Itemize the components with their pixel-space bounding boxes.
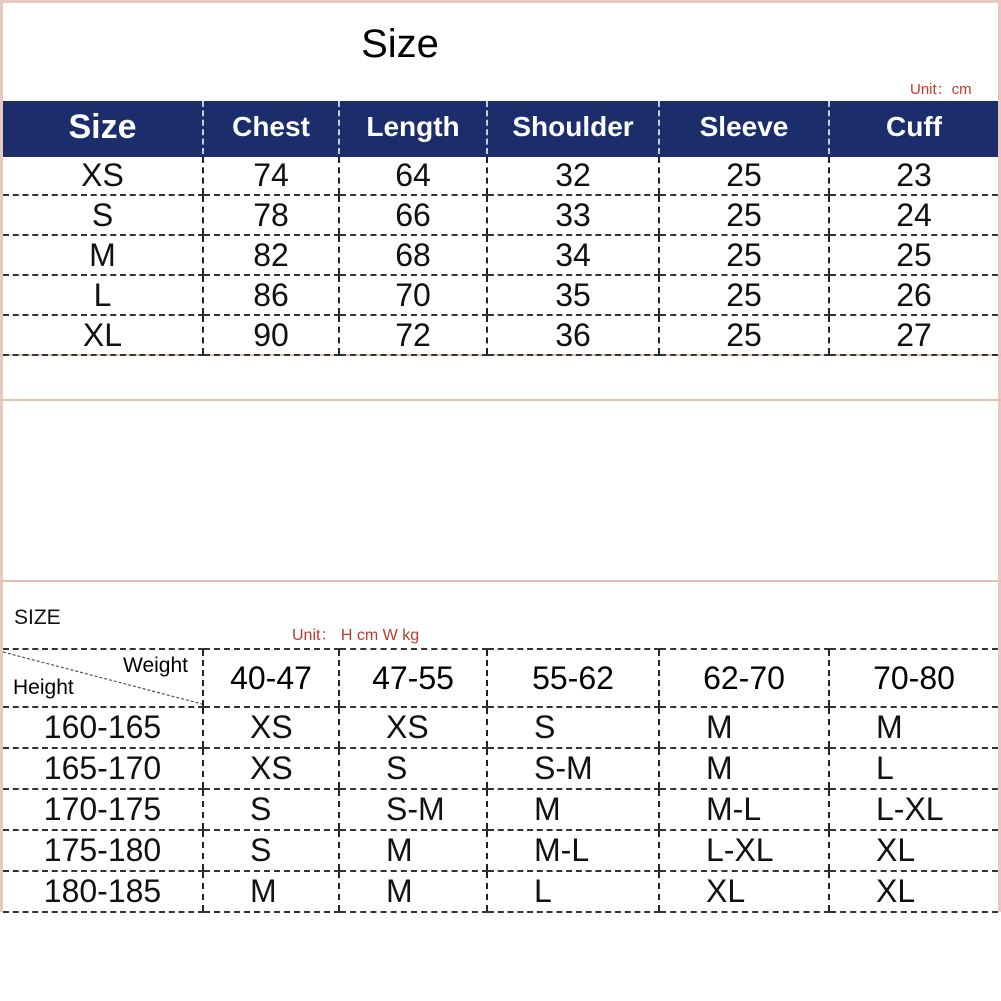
table-cell: XL — [3, 315, 203, 355]
table-cell: 72 — [339, 315, 487, 355]
table-cell: 25 — [659, 315, 829, 355]
table-row — [3, 235, 998, 275]
table-row — [3, 748, 998, 789]
table-cell: 34 — [487, 235, 659, 275]
top-border — [0, 0, 1001, 3]
table-cell: M — [659, 707, 829, 748]
weight-range-header: 62-70 — [659, 649, 829, 707]
height-range-cell: 180-185 — [3, 871, 203, 912]
table-cell: 33 — [487, 195, 659, 235]
table-cell: M — [3, 235, 203, 275]
page-title: Size — [361, 22, 439, 66]
table-cell: 86 — [203, 275, 339, 315]
table-cell: XL — [829, 830, 998, 871]
section-label: SIZE — [14, 606, 61, 629]
table-row — [3, 155, 998, 195]
table-cell: S-M — [339, 789, 487, 830]
height-label: Height — [13, 676, 74, 699]
height-range-cell: 165-170 — [3, 748, 203, 789]
weight-label: Weight — [123, 654, 188, 677]
weight-range-header: 70-80 — [829, 649, 998, 707]
weight-range-header: 55-62 — [487, 649, 659, 707]
table-cell: L-XL — [659, 830, 829, 871]
table-cell: 25 — [829, 235, 998, 275]
header-chest: Chest — [203, 101, 339, 155]
header-shoulder: Shoulder — [487, 101, 659, 155]
table-cell: 70 — [339, 275, 487, 315]
table-cell: 68 — [339, 235, 487, 275]
table-row — [3, 315, 998, 355]
table-cell: 27 — [829, 315, 998, 355]
table-row — [3, 195, 998, 235]
table-cell: 74 — [203, 155, 339, 195]
garment-size-table — [3, 101, 998, 356]
table-cell: 23 — [829, 155, 998, 195]
table-cell: XS — [3, 155, 203, 195]
unit-label: Unit：cm — [910, 81, 972, 98]
table-cell: 64 — [339, 155, 487, 195]
table-cell: 25 — [659, 195, 829, 235]
table-cell: XL — [829, 871, 998, 912]
height-range-cell: 160-165 — [3, 707, 203, 748]
table-cell: L-XL — [829, 789, 998, 830]
table-row — [3, 275, 998, 315]
header-cuff: Cuff — [829, 101, 998, 155]
table-cell: S-M — [487, 748, 659, 789]
header-length: Length — [339, 101, 487, 155]
table-row — [3, 871, 998, 912]
weight-range-header: 47-55 — [339, 649, 487, 707]
divider — [0, 399, 1001, 401]
table-cell: M — [339, 871, 487, 912]
table-cell: 24 — [829, 195, 998, 235]
table-cell: S — [487, 707, 659, 748]
height-range-cell: 170-175 — [3, 789, 203, 830]
table-cell: S — [203, 789, 339, 830]
table-header-row — [3, 649, 998, 707]
table-cell: M — [203, 871, 339, 912]
table-cell: 32 — [487, 155, 659, 195]
table-cell: L — [3, 275, 203, 315]
table-cell: XL — [659, 871, 829, 912]
table-cell: 26 — [829, 275, 998, 315]
table-cell: M-L — [659, 789, 829, 830]
table-cell: M-L — [487, 830, 659, 871]
table-cell: L — [829, 748, 998, 789]
table-cell: XS — [203, 748, 339, 789]
table-cell: L — [487, 871, 659, 912]
table-cell: 66 — [339, 195, 487, 235]
table-cell: S — [339, 748, 487, 789]
table-cell: M — [487, 789, 659, 830]
weight-range-header: 40-47 — [203, 649, 339, 707]
table-cell: M — [829, 707, 998, 748]
table-cell: 78 — [203, 195, 339, 235]
table-row — [3, 830, 998, 871]
table-cell: XS — [339, 707, 487, 748]
table-cell: S — [3, 195, 203, 235]
corner-header — [3, 649, 203, 707]
table-cell: S — [203, 830, 339, 871]
table-cell: 25 — [659, 235, 829, 275]
size-recommendation-table — [3, 648, 998, 913]
table-cell: 36 — [487, 315, 659, 355]
table-cell: M — [339, 830, 487, 871]
unit-label: Unit： H cm W kg — [292, 627, 420, 644]
table-row — [3, 789, 998, 830]
table-header-row — [3, 101, 998, 155]
table-cell: XS — [203, 707, 339, 748]
header-size: Size — [3, 101, 203, 155]
table-cell: 25 — [659, 275, 829, 315]
height-range-cell: 175-180 — [3, 830, 203, 871]
divider — [0, 580, 1001, 582]
table-cell: 82 — [203, 235, 339, 275]
table-cell: M — [659, 748, 829, 789]
table-row — [3, 707, 998, 748]
header-sleeve: Sleeve — [659, 101, 829, 155]
table-cell: 35 — [487, 275, 659, 315]
table-cell: 90 — [203, 315, 339, 355]
table-cell: 25 — [659, 155, 829, 195]
